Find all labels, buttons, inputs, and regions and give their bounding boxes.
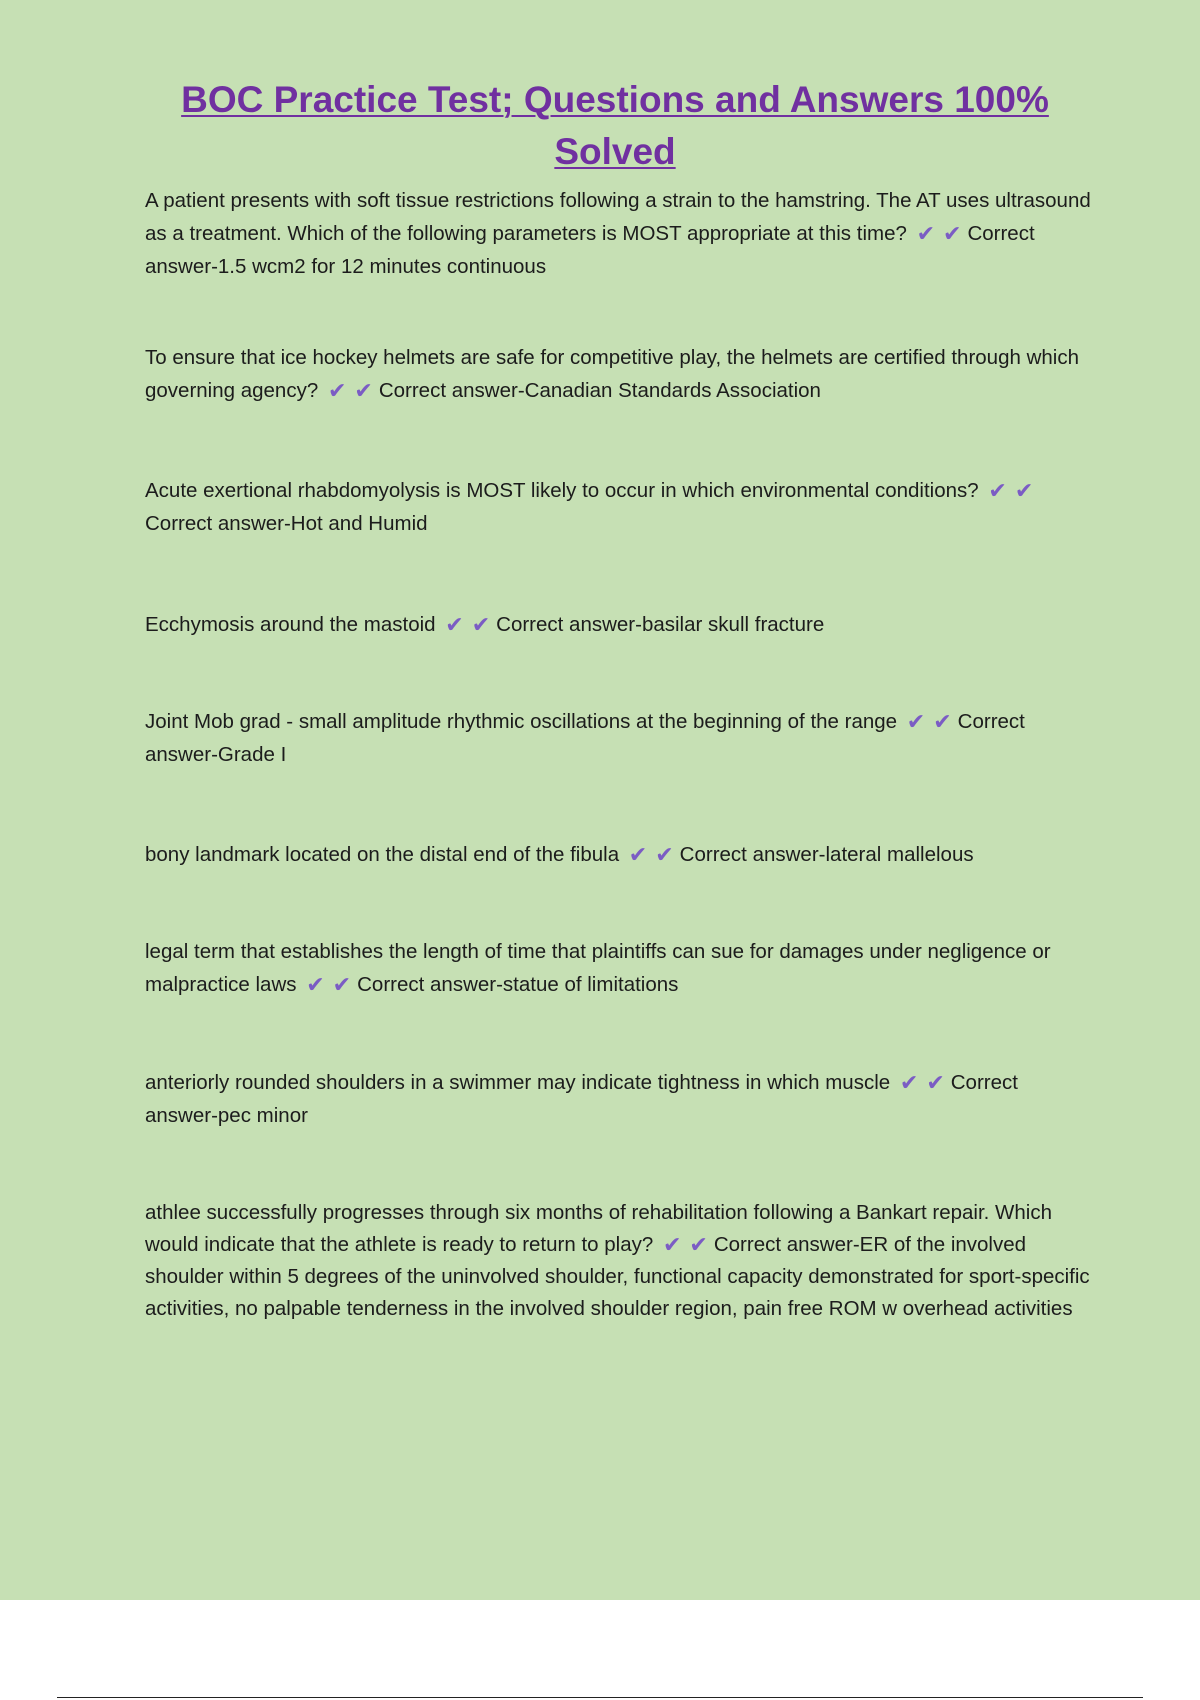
- check-icon: ✔: [662, 1233, 682, 1258]
- question-text: legal term that establishes the length of time that plaintiffs can sue for damages under negligence or malpractice laws: [145, 940, 1051, 996]
- qa-item: [145, 184, 1095, 283]
- check-icon: ✔: [327, 379, 347, 404]
- question-text: bony landmark located on the distal end of the fibula: [145, 843, 620, 866]
- check-icon: ✔: [445, 613, 464, 638]
- qa-item: [145, 705, 1095, 771]
- check-icon: ✔: [916, 222, 936, 247]
- double-check-icon: [445, 608, 498, 641]
- qa-item: [145, 838, 1095, 871]
- answer-text: Correct answer-pec minor: [145, 1071, 1018, 1127]
- question-text: Ecchymosis around the mastoid: [145, 613, 436, 636]
- check-icon: ✔: [655, 843, 674, 868]
- check-icon: ✔: [354, 379, 373, 404]
- check-icon: ✔: [933, 710, 952, 735]
- qa-item: [145, 608, 1095, 641]
- document-title: BOC Practice Test; Questions and Answers 100% Solved: [181, 79, 1049, 172]
- answer-text: Correct answer-Hot and Humid: [145, 512, 428, 535]
- check-icon: ✔: [1014, 479, 1034, 504]
- check-icon: ✔: [906, 710, 926, 735]
- question-text: Joint Mob grad - small amplitude rhythmic oscillations at the beginning of the range: [145, 710, 898, 733]
- answer-text: Correct answer-basilar skull fracture: [496, 613, 825, 636]
- double-check-icon: [328, 374, 381, 407]
- answer-text: Correct answer-statue of limitations: [357, 973, 679, 996]
- double-check-icon: [917, 217, 970, 250]
- check-icon: ✔: [306, 973, 325, 998]
- answer-text: Correct answer-Grade I: [145, 710, 1025, 766]
- double-check-icon: [306, 968, 359, 1001]
- check-icon: ✔: [332, 973, 352, 998]
- question-text: A patient presents with soft tissue restrictions following a strain to the hamstring. The AT uses ultrasound as a treatment. Which of the following parameters is MOST appropriate at this time?: [145, 189, 1091, 245]
- check-icon: ✔: [943, 222, 962, 247]
- answer-text: Correct answer-ER of the involved shoulder within 5 degrees of the uninvolved shoulder, functional capacity demonstrated for sport-specific activities, no palpable tenderness in the involved shoulder region, pain free ROM w overhead activities: [145, 1233, 1090, 1320]
- double-check-icon: [907, 705, 960, 738]
- double-check-icon: [900, 1066, 953, 1099]
- qa-item: [145, 474, 1095, 540]
- question-text: anteriorly rounded shoulders in a swimmer may indicate tightness in which muscle: [145, 1071, 891, 1094]
- double-check-icon: [629, 838, 682, 871]
- double-check-icon: [988, 474, 1041, 507]
- answer-text: Correct answer-Canadian Standards Association: [378, 379, 821, 402]
- qa-item: [145, 1197, 1095, 1325]
- qa-item: [145, 1066, 1095, 1132]
- check-icon: ✔: [988, 479, 1007, 504]
- answer-text: Correct answer-lateral mallelous: [679, 843, 974, 866]
- check-icon: ✔: [899, 1071, 919, 1096]
- check-icon: ✔: [689, 1233, 708, 1258]
- check-icon: ✔: [628, 843, 648, 868]
- question-text: athlee successfully progresses through six months of rehabilitation following a Bankart repair. Which would indicate that the athlete is ready to return to play?: [145, 1201, 1053, 1256]
- footer-rule: [57, 1697, 1143, 1698]
- check-icon: ✔: [471, 613, 491, 638]
- check-icon: ✔: [926, 1071, 945, 1096]
- question-text: To ensure that ice hockey helmets are safe for competitive play, the helmets are certified through which governing agency?: [145, 346, 1079, 402]
- qa-item: [145, 935, 1095, 1001]
- answer-text: Correct answer-1.5 wcm2 for 12 minutes continuous: [145, 222, 1035, 278]
- double-check-icon: [663, 1229, 716, 1261]
- question-text: Acute exertional rhabdomyolysis is MOST likely to occur in which environmental conditions?: [145, 479, 979, 502]
- qa-item: [145, 341, 1095, 407]
